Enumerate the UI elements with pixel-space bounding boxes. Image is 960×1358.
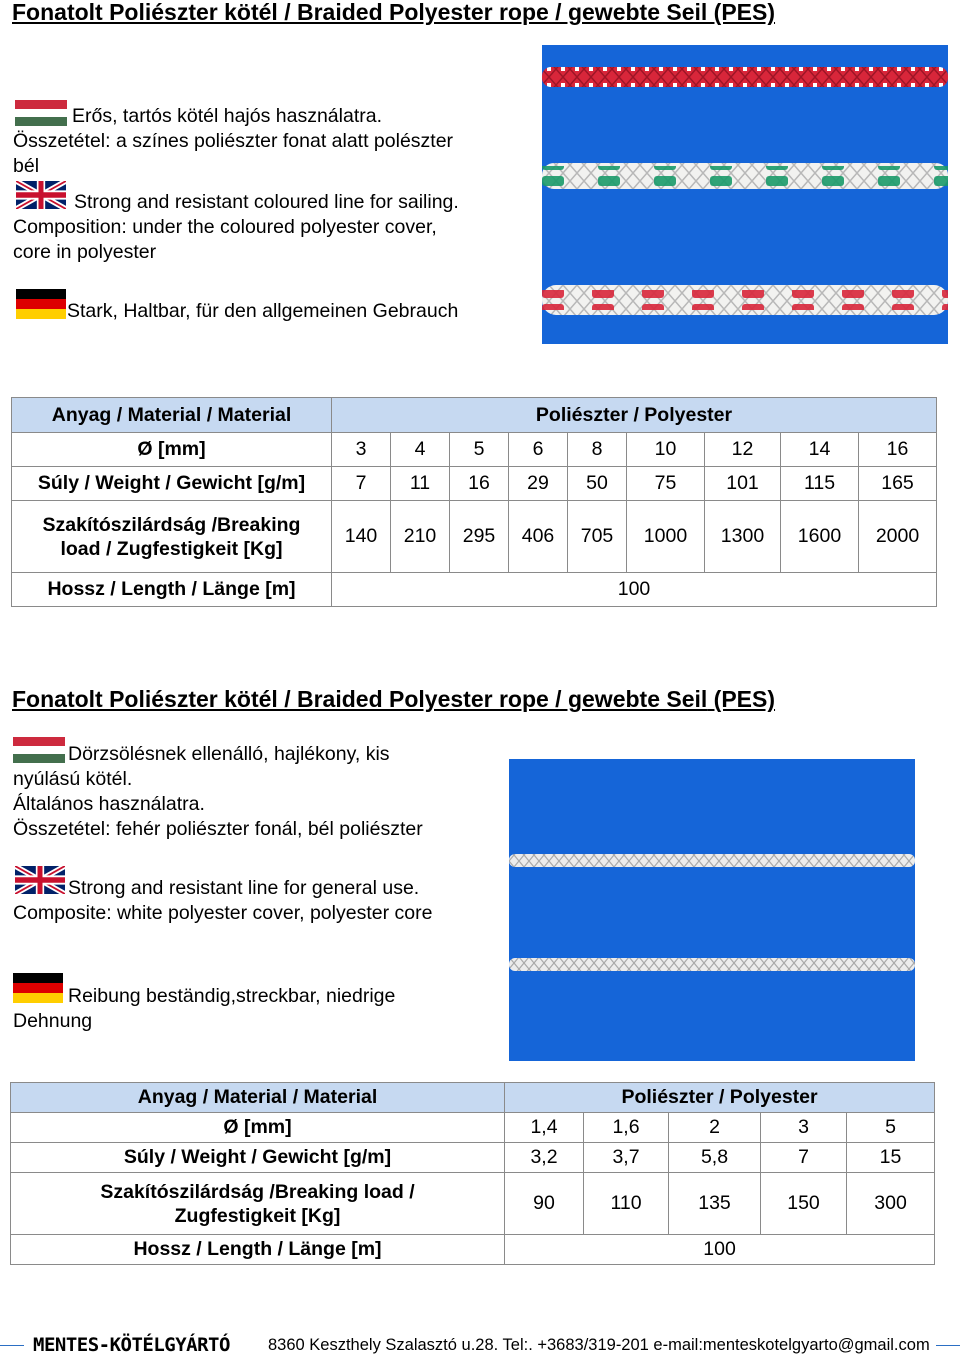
breaking-load-value: 705 <box>568 501 627 573</box>
footer <box>0 1334 960 1358</box>
uk-flag-icon <box>15 866 65 894</box>
de-description-line1: Stark, Haltbar, für den allgemeinen Gebrauch <box>67 300 459 322</box>
coloured-rope-photo <box>542 45 948 344</box>
hungary-flag-icon <box>13 737 65 763</box>
diameter-value: 2 <box>669 1113 761 1143</box>
breaking-load-value: 295 <box>450 501 509 573</box>
breaking-load-value: 1000 <box>627 501 705 573</box>
material-label: Anyag / Material / Material <box>12 398 332 433</box>
weight-value: 165 <box>859 467 937 501</box>
breaking-load-value: 1300 <box>705 501 781 573</box>
weight-value: 16 <box>450 467 509 501</box>
breaking-load-value: 210 <box>391 501 450 573</box>
weight-value: 3,2 <box>505 1143 584 1173</box>
hu-description-line4: Összetétel: fehér poliészter fonál, bél poliészter <box>13 818 423 840</box>
en-description-line2: Composition: under the coloured polyester cover, <box>13 216 437 238</box>
hu-description-line1: Erős, tartós kötél hajós használatra. <box>72 105 382 127</box>
section1-spec-table <box>11 397 937 607</box>
breaking-load-value: 90 <box>505 1173 584 1235</box>
germany-flag-icon <box>13 973 63 1003</box>
material-value: Poliészter / Polyester <box>505 1083 935 1113</box>
weight-label: Súly / Weight / Gewicht [g/m] <box>11 1143 505 1173</box>
weight-value: 7 <box>761 1143 847 1173</box>
weight-value: 15 <box>847 1143 935 1173</box>
weight-value: 29 <box>509 467 568 501</box>
en-description-line2: Composite: white polyester cover, polyester core <box>13 902 433 924</box>
weight-value: 101 <box>705 467 781 501</box>
breaking-load-value: 150 <box>761 1173 847 1235</box>
en-description-line1: Strong and resistant line for general use. <box>68 877 420 899</box>
length-label: Hossz / Length / Länge [m] <box>12 573 332 607</box>
weight-label: Súly / Weight / Gewicht [g/m] <box>12 467 332 501</box>
breaking-load-value: 110 <box>584 1173 669 1235</box>
footer-address: 8360 Keszthely Szalasztó u.28. Tel:. +3683/319-201 e-mail:menteskotelgyarto@gmail.com <box>268 1336 930 1354</box>
breaking-load-label: Szakítószilárdság /Breaking load / Zugfestigkeit [Kg] <box>11 1173 505 1235</box>
diameter-value: 6 <box>509 433 568 467</box>
footer-line-right <box>936 1345 960 1346</box>
weight-value: 7 <box>332 467 391 501</box>
diameter-label: Ø [mm] <box>12 433 332 467</box>
diameter-value: 1,4 <box>505 1113 584 1143</box>
section1-title: Fonatolt Poliészter kötél / Braided Polyester rope / gewebte Seil (PES) <box>12 0 776 25</box>
hu-description-line2: nyúlású kötél. <box>13 768 133 790</box>
hu-description-line3: bél <box>13 155 40 177</box>
hu-description-line2: Összetétel: a színes poliészter fonat alatt polészter <box>13 130 454 152</box>
weight-value: 50 <box>568 467 627 501</box>
section2-title: Fonatolt Poliészter kötél / Braided Polyester rope / gewebte Seil (PES) <box>12 686 776 712</box>
de-description-line1: Reibung beständig,streckbar, niedrige <box>68 985 396 1007</box>
en-description-line1: Strong and resistant coloured line for sailing. <box>74 191 459 213</box>
diameter-value: 4 <box>391 433 450 467</box>
length-value: 100 <box>332 573 937 607</box>
breaking-load-value: 2000 <box>859 501 937 573</box>
diameter-value: 3 <box>761 1113 847 1143</box>
hu-description-line1: Dörzsölésnek ellenálló, hajlékony, kis <box>68 743 390 765</box>
breaking-load-value: 406 <box>509 501 568 573</box>
breaking-load-value: 1600 <box>781 501 859 573</box>
diameter-value: 12 <box>705 433 781 467</box>
section2-spec-table <box>10 1082 935 1265</box>
de-description-line2: Dehnung <box>13 1010 93 1032</box>
diameter-value: 14 <box>781 433 859 467</box>
breaking-load-value: 135 <box>669 1173 761 1235</box>
diameter-value: 5 <box>847 1113 935 1143</box>
weight-value: 3,7 <box>584 1143 669 1173</box>
material-value: Poliészter / Polyester <box>332 398 937 433</box>
diameter-value: 1,6 <box>584 1113 669 1143</box>
diameter-value: 16 <box>859 433 937 467</box>
footer-line-left <box>0 1345 24 1346</box>
weight-value: 115 <box>781 467 859 501</box>
breaking-load-label: Szakítószilárdság /Breaking load / Zugfestigkeit [Kg] <box>12 501 332 573</box>
breaking-load-value: 300 <box>847 1173 935 1235</box>
diameter-value: 5 <box>450 433 509 467</box>
white-rope-photo <box>509 759 915 1061</box>
diameter-label: Ø [mm] <box>11 1113 505 1143</box>
length-value: 100 <box>505 1235 935 1265</box>
diameter-value: 8 <box>568 433 627 467</box>
diameter-value: 10 <box>627 433 705 467</box>
material-label: Anyag / Material / Material <box>11 1083 505 1113</box>
en-description-line3: core in polyester <box>13 241 157 263</box>
weight-value: 11 <box>391 467 450 501</box>
breaking-load-value: 140 <box>332 501 391 573</box>
hu-description-line3: Általános használatra. <box>13 793 205 815</box>
weight-value: 5,8 <box>669 1143 761 1173</box>
footer-brand: MENTES-KÖTÉLGYÁRTÓ <box>33 1334 230 1356</box>
uk-flag-icon <box>16 181 66 209</box>
length-label: Hossz / Length / Länge [m] <box>11 1235 505 1265</box>
diameter-value: 3 <box>332 433 391 467</box>
germany-flag-icon <box>16 289 66 319</box>
hungary-flag-icon <box>15 100 67 126</box>
weight-value: 75 <box>627 467 705 501</box>
